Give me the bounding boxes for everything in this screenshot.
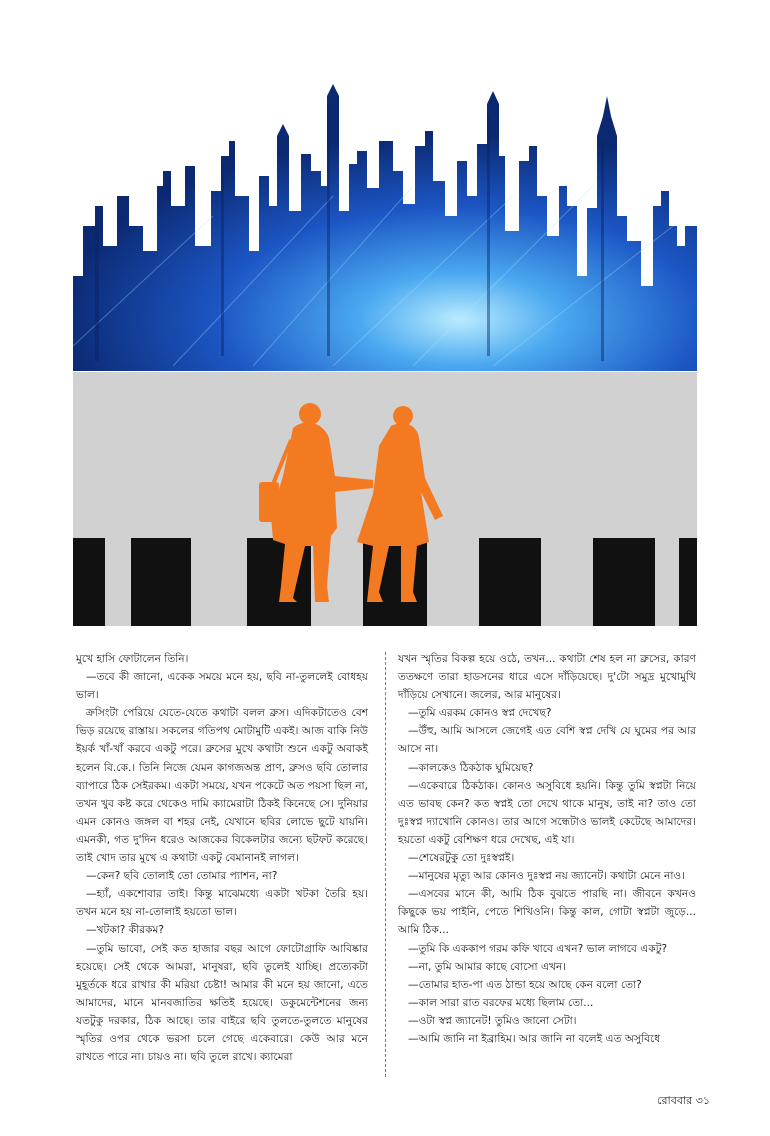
paragraph: ক্রসিংটা পেরিয়ে যেতে-যেতে কথাটা বলল ব্রুস। এদিকটাতেও বেশ ভিড় রয়েছে রাস্তায়। সকলের গতিপথ মোটামুটি একই। আজ বাকি নিউ ইয়র্ক খাঁ-খাঁ করবে একটু পরে। ব্রুসের মুখে কথাটা শুনে একটু অবাকই হলেন বি.কে.। তিনি নিজে যেমন কাগজঅন্ত প্রাণ, ব্রুসও ছবি তোলার ব্যাপারে ঠিক সেইরকম। একটা সময়ে, যখন পকেটে অত পয়সা ছিল না, তখন খুব কষ্ট করে থেকেও দামি ক্যামেরাটা ঠিকই কিনেছে সে। দুনিয়ার এমন কোনও জঙ্গল বা শহর নেই, যেখানে ছবির লোভে ছুটে যায়নি। এমনকী, গত দু'দিন ধরেও আজকের বিকেলটার জন্যে ছটফট করেছে। তাই খোদ তার মুখে এ কথাটা একটু বেমানানই লাগল। [76, 707, 368, 865]
city-crosswalk-illustration [73, 46, 697, 626]
paragraph: যখন স্মৃতির বিকল্প হয়ে ওঠে, তখন... কথাটা শেষ হল না ব্রুসের, কারণ ততক্ষণে তারা হাডসনের ধারে এসে দাঁড়িয়েছে। দু'টো সমুদ্র মুখোমুখি দাঁড়িয়ে সেখানে। জলের, আর মানুষের। [398, 653, 696, 702]
paragraph: —হ্যাঁ, একশোবার তাই। কিন্তু মাঝেমধ্যে একটা খটকা তৈরি হয়। তখন মনে হয় না-তোলাই হয়তো ভাল। [76, 888, 368, 919]
paragraph: মুখে হাসি ফোটালেন তিনি। [76, 653, 189, 665]
paragraph: —একেবারে ঠিকঠাক। কোনও অসুবিধে হয়নি। কিন্তু তুমি স্বপ্নটা নিয়ে এত ভাবছ কেন? কত স্বপ্নই তো দেখে থাকে মানুষ, তাই না? তাও তো দুঃস্বপ্ন দ্যাখোনি কোনও। তার আগে সন্ধেটাও ভালই কেটেছে আমাদের। হয়তো একটু বেশিক্ষণ ধরে দেখেছ, এই যা। [398, 779, 696, 846]
paragraph: —মানুষের মৃত্যু আর কোনও দুঃস্বপ্ন নয় জ্যানেট। কথাটা মেনে নাও। [408, 870, 685, 883]
paragraph: —তুমি ভাবো, সেই কত হাজার বছর আগে ফোটোগ্রাফি আবিষ্কার হয়েছে। সেই থেকে আমরা, মানুষরা, ছবি তুলেই যাচ্ছি। প্রত্যেকটা মুহূর্তকে ধরে রাখার কী মরিয়া চেষ্টা! আমার কী মনে হয় জানো, এতে আমাদের, মানে মানবজাতির ক্ষতিই হয়েছে। ডকুমেন্টেশনের জন্য যতটুকু দরকার, ঠিক আছে। তার বাইরে ছবি তুলতে-তুলতে মানুষের স্মৃতির ওপর থেকে ভরসা চলে গেছে একেবারে। কেউ আর মনে রাখতে পারে না। চায়ও না। ছবি তুলে রাখে। ক্যামেরা [76, 942, 368, 1064]
paragraph: —ওটা স্বপ্ন জ্যানেট! তুমিও জানো সেটা। [408, 1014, 577, 1027]
page-footer: রোববার ৩১ [657, 1094, 710, 1107]
paragraph: —কেন? ছবি তোলাই তো তোমার প্যাশন, না? [86, 870, 278, 883]
paragraph: —এসবের মানে কী, আমি ঠিক বুঝতে পারছি না। জীবনে কখনও কিছুকে ভয় পাইনি, পেতে শিখিওনি। কিন্তু কাল, গোটা স্বপ্নটা জুড়ে... আমি ঠিক... [398, 888, 696, 937]
paragraph: —কালকেও ঠিকঠাক ঘুমিয়েছ? [408, 761, 534, 774]
paragraph: —তোমার হাত-পা এত ঠান্ডা হয়ে আছে কেন বলো তো? [408, 978, 642, 991]
column-divider [385, 652, 386, 1077]
article-column-right [398, 650, 696, 1048]
paragraph: —তুমি কি এককাপ গরম কফি খাবে এখন? ভাল লাগবে একটু? [408, 942, 668, 955]
article-column-left [76, 650, 368, 1066]
city-skyline [73, 84, 697, 371]
paragraph: —আমি জানি না ইব্রাহিম। আর জানি না বলেই এত অসুবিধে [408, 1032, 661, 1045]
paragraph: —উঁহু, আমি আসলে জেগেই এত বেশি স্বপ্ন দেখি যে ঘুমের পর আর আসে না। [398, 725, 696, 756]
paragraph: —কাল সারা রাত বরফের মধ্যে ছিলাম তো... [408, 996, 594, 1009]
paragraph: —শেষেরটুকু তো দুঃস্বপ্নই। [408, 852, 515, 865]
paragraph: —তুমি এরকম কোনও স্বপ্ন দেখেছ? [408, 707, 552, 720]
paragraph: —না, তুমি আমার কাছে বোসো এখন। [408, 960, 567, 973]
paragraph: —তবে কী জানো, একেক সময়ে মনে হয়, ছবি না-তুললেই বোধহয় ভাল। [76, 671, 368, 702]
paragraph: —খটকা? কীরকম? [86, 924, 164, 937]
